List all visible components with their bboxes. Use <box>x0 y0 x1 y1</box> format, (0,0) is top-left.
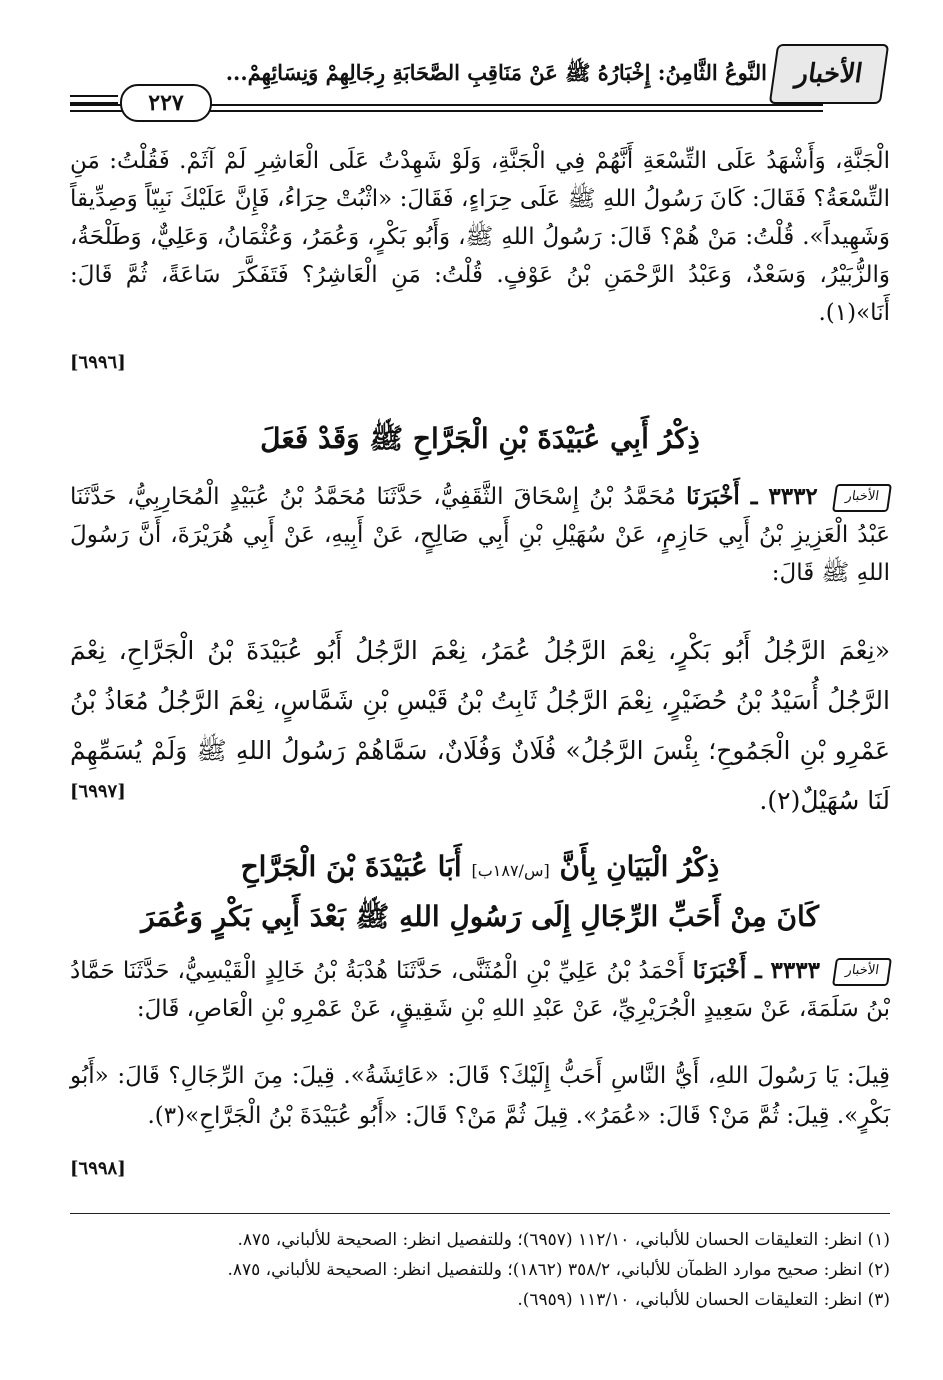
running-title: النَّوعُ الثَّامِنُ: إِخْبَارُهُ ﷺ عَنْ مَنَاقِبِ الصَّحَابَةِ رِجَالِهِمْ وَنِسَائِهِمْ... <box>225 60 767 85</box>
hadith-text: «نِعْمَ الرَّجُلُ أَبُو بَكْرٍ، نِعْمَ الرَّجُلُ عُمَرُ، نِعْمَ الرَّجُلُ أَبُو عُبَيْدَةَ بْنُ الْجَرَّاحِ، نِعْمَ الرَّجُلُ أُسَيْدُ بْنُ حُضَيْرٍ، نِعْمَ الرَّجُلُ ثَابِتُ بْنُ قَيْسِ بْنِ شَمَّاسٍ، نِعْمَ الرَّجُلُ مُعَاذُ بْنُ عَمْرِو بْنِ الْجَمُوحِ؛ بِئْسَ الرَّجُلُ» فُلَانٌ وَفُلَانٌ، سَمَّاهُمْ رَسُولُ اللهِ ﷺ وَلَمْ يُسَمِّهِمْ لَنَا سُهَيْلٌ(٢). <box>70 636 890 815</box>
page-number: ٢٢٧ <box>120 84 212 122</box>
akhbar-icon: الأخبار <box>832 484 892 512</box>
chain-text: أَحْمَدُ بْنُ عَلِيِّ بْنِ الْمُثَنَّى، حَدَّثَنَا هُدْبَةُ بْنُ خَالِدٍ الْقَيْسِيُّ، حَدَّثَنَا حَمَّادُ بْنُ سَلَمَةَ، عَنْ سَعِيدٍ الْجُرَيْرِيِّ، عَنْ عَبْدِ اللهِ بْنِ شَقِيقٍ، عَنْ عَمْرِو بْنِ الْعَاصِ، قَالَ: <box>70 958 890 1022</box>
footnote: (٢) انظر: صحيح موارد الظمآن للألباني، ٣٥٨/٢ (١٨٦٢)؛ وللتفصيل انظر: الصحيحة للألباني، ٨٧٥. <box>227 1260 890 1280</box>
footnote: (٣) انظر: التعليقات الحسان للألباني، ١١٣/١٠ (٦٩٥٩). <box>517 1290 890 1310</box>
header-rule <box>70 95 118 97</box>
akhbar-icon: الأخبار <box>832 958 892 986</box>
footnote: (١) انظر: التعليقات الحسان للألباني، ١١٢/١٠ (٦٩٥٧)؛ وللتفصيل انظر: الصحيحة للألباني، ٨٧٥. <box>237 1230 890 1250</box>
hadith-number: ٣٣٣٣ ـ أَخْبَرَنَا <box>692 957 820 984</box>
hadith-ref: [٦٩٩٨] <box>70 1158 126 1179</box>
footnote-separator <box>70 1213 890 1214</box>
hadith-ref: [٦٩٩٧] <box>70 781 126 802</box>
hadith-number: ٣٣٣٢ ـ أَخْبَرَنَا <box>686 483 818 510</box>
hadith-chain <box>70 478 890 592</box>
heading-part: أَبَا عُبَيْدَةَ بْنَ الْجَرَّاحِ <box>240 850 462 883</box>
hadith-chain <box>70 952 890 1028</box>
header-rule <box>70 102 118 104</box>
heading-part: ذِكْرُ الْبَيَانِ بِأَنَّ <box>559 850 720 883</box>
hadith-text: قِيلَ: يَا رَسُولَ اللهِ، أَيُّ النَّاسِ أَحَبُّ إِلَيْكَ؟ قَالَ: «عَائِشَةُ». قِيلَ: مِنَ الرِّجَالِ؟ قَالَ: «أَبُو بَكْرٍ». قِيلَ: ثُمَّ مَنْ؟ قَالَ: «عُمَرُ». قِيلَ ثُمَّ مَنْ؟ قَالَ: «أَبُو عُبَيْدَةَ بْنُ الْجَرَّاحِ»(٣). <box>70 1063 890 1129</box>
heading-line: كَانَ مِنْ أَحَبِّ الرِّجَالِ إِلَى رَسُولِ اللهِ ﷺ بَعْدَ أَبِي بَكْرٍ وَعُمَرَ <box>141 900 819 933</box>
chain-text: مُحَمَّدُ بْنُ إِسْحَاقَ الثَّقَفِيُّ، حَدَّثَنَا مُحَمَّدُ بْنُ عُبَيْدٍ الْمُحَارِبِيُّ، حَدَّثَنَا عَبْدُ الْعَزِيزِ بْنُ أَبِي حَازِمٍ، عَنْ سُهَيْلِ بْنِ أَبِي صَالِحٍ، عَنْ أَبِيهِ، عَنْ أَبِي هُرَيْرَةَ، أَنَّ رَسُولَ اللهِ ﷺ قَالَ: <box>70 484 890 586</box>
chapter-badge: الأخبار <box>769 44 889 104</box>
paragraph: الْجَنَّةِ، وَأَشْهَدُ عَلَى التِّسْعَةِ أَنَّهُمْ فِي الْجَنَّةِ، وَلَوْ شَهِدْتُ عَلَى الْعَاشِرِ لَمْ آثَمْ. فَقُلْتُ: مَنِ التِّسْعَةُ؟ فَقَالَ: كَانَ رَسُولُ اللهِ ﷺ عَلَى حِرَاءٍ، فَقَالَ: «اثْبُتْ حِرَاءُ، فَإِنَّ عَلَيْكَ نَبِيّاً وَصِدِّيقاً وَشَهِيداً». قُلْتُ: مَنْ هُمْ؟ قَالَ: رَسُولُ اللهِ ﷺ، وَأَبُو بَكْرٍ، وَعُمَرُ، وَعُثْمَانُ، وَعَلِيٌّ، وَطَلْحَةُ، وَالزُّبَيْرُ، وَسَعْدٌ، وَعَبْدُ الرَّحْمَنِ بْنُ عَوْفٍ. قُلْتُ: مَنِ الْعَاشِرُ؟ فَتَفَكَّرَ سَاعَةً، ثُمَّ قَالَ: أَنَا»(١). <box>70 148 890 326</box>
section-heading: ذِكْرُ أَبِي عُبَيْدَةَ بْنِ الْجَرَّاحِ ﷺ وَقَدْ فَعَلَ <box>260 422 700 455</box>
heading-line <box>70 844 890 894</box>
hadith-ref: [٦٩٩٦] <box>70 352 126 373</box>
section-heading <box>70 844 890 940</box>
manuscript-note: [س/١٨٧ب] <box>471 861 550 880</box>
